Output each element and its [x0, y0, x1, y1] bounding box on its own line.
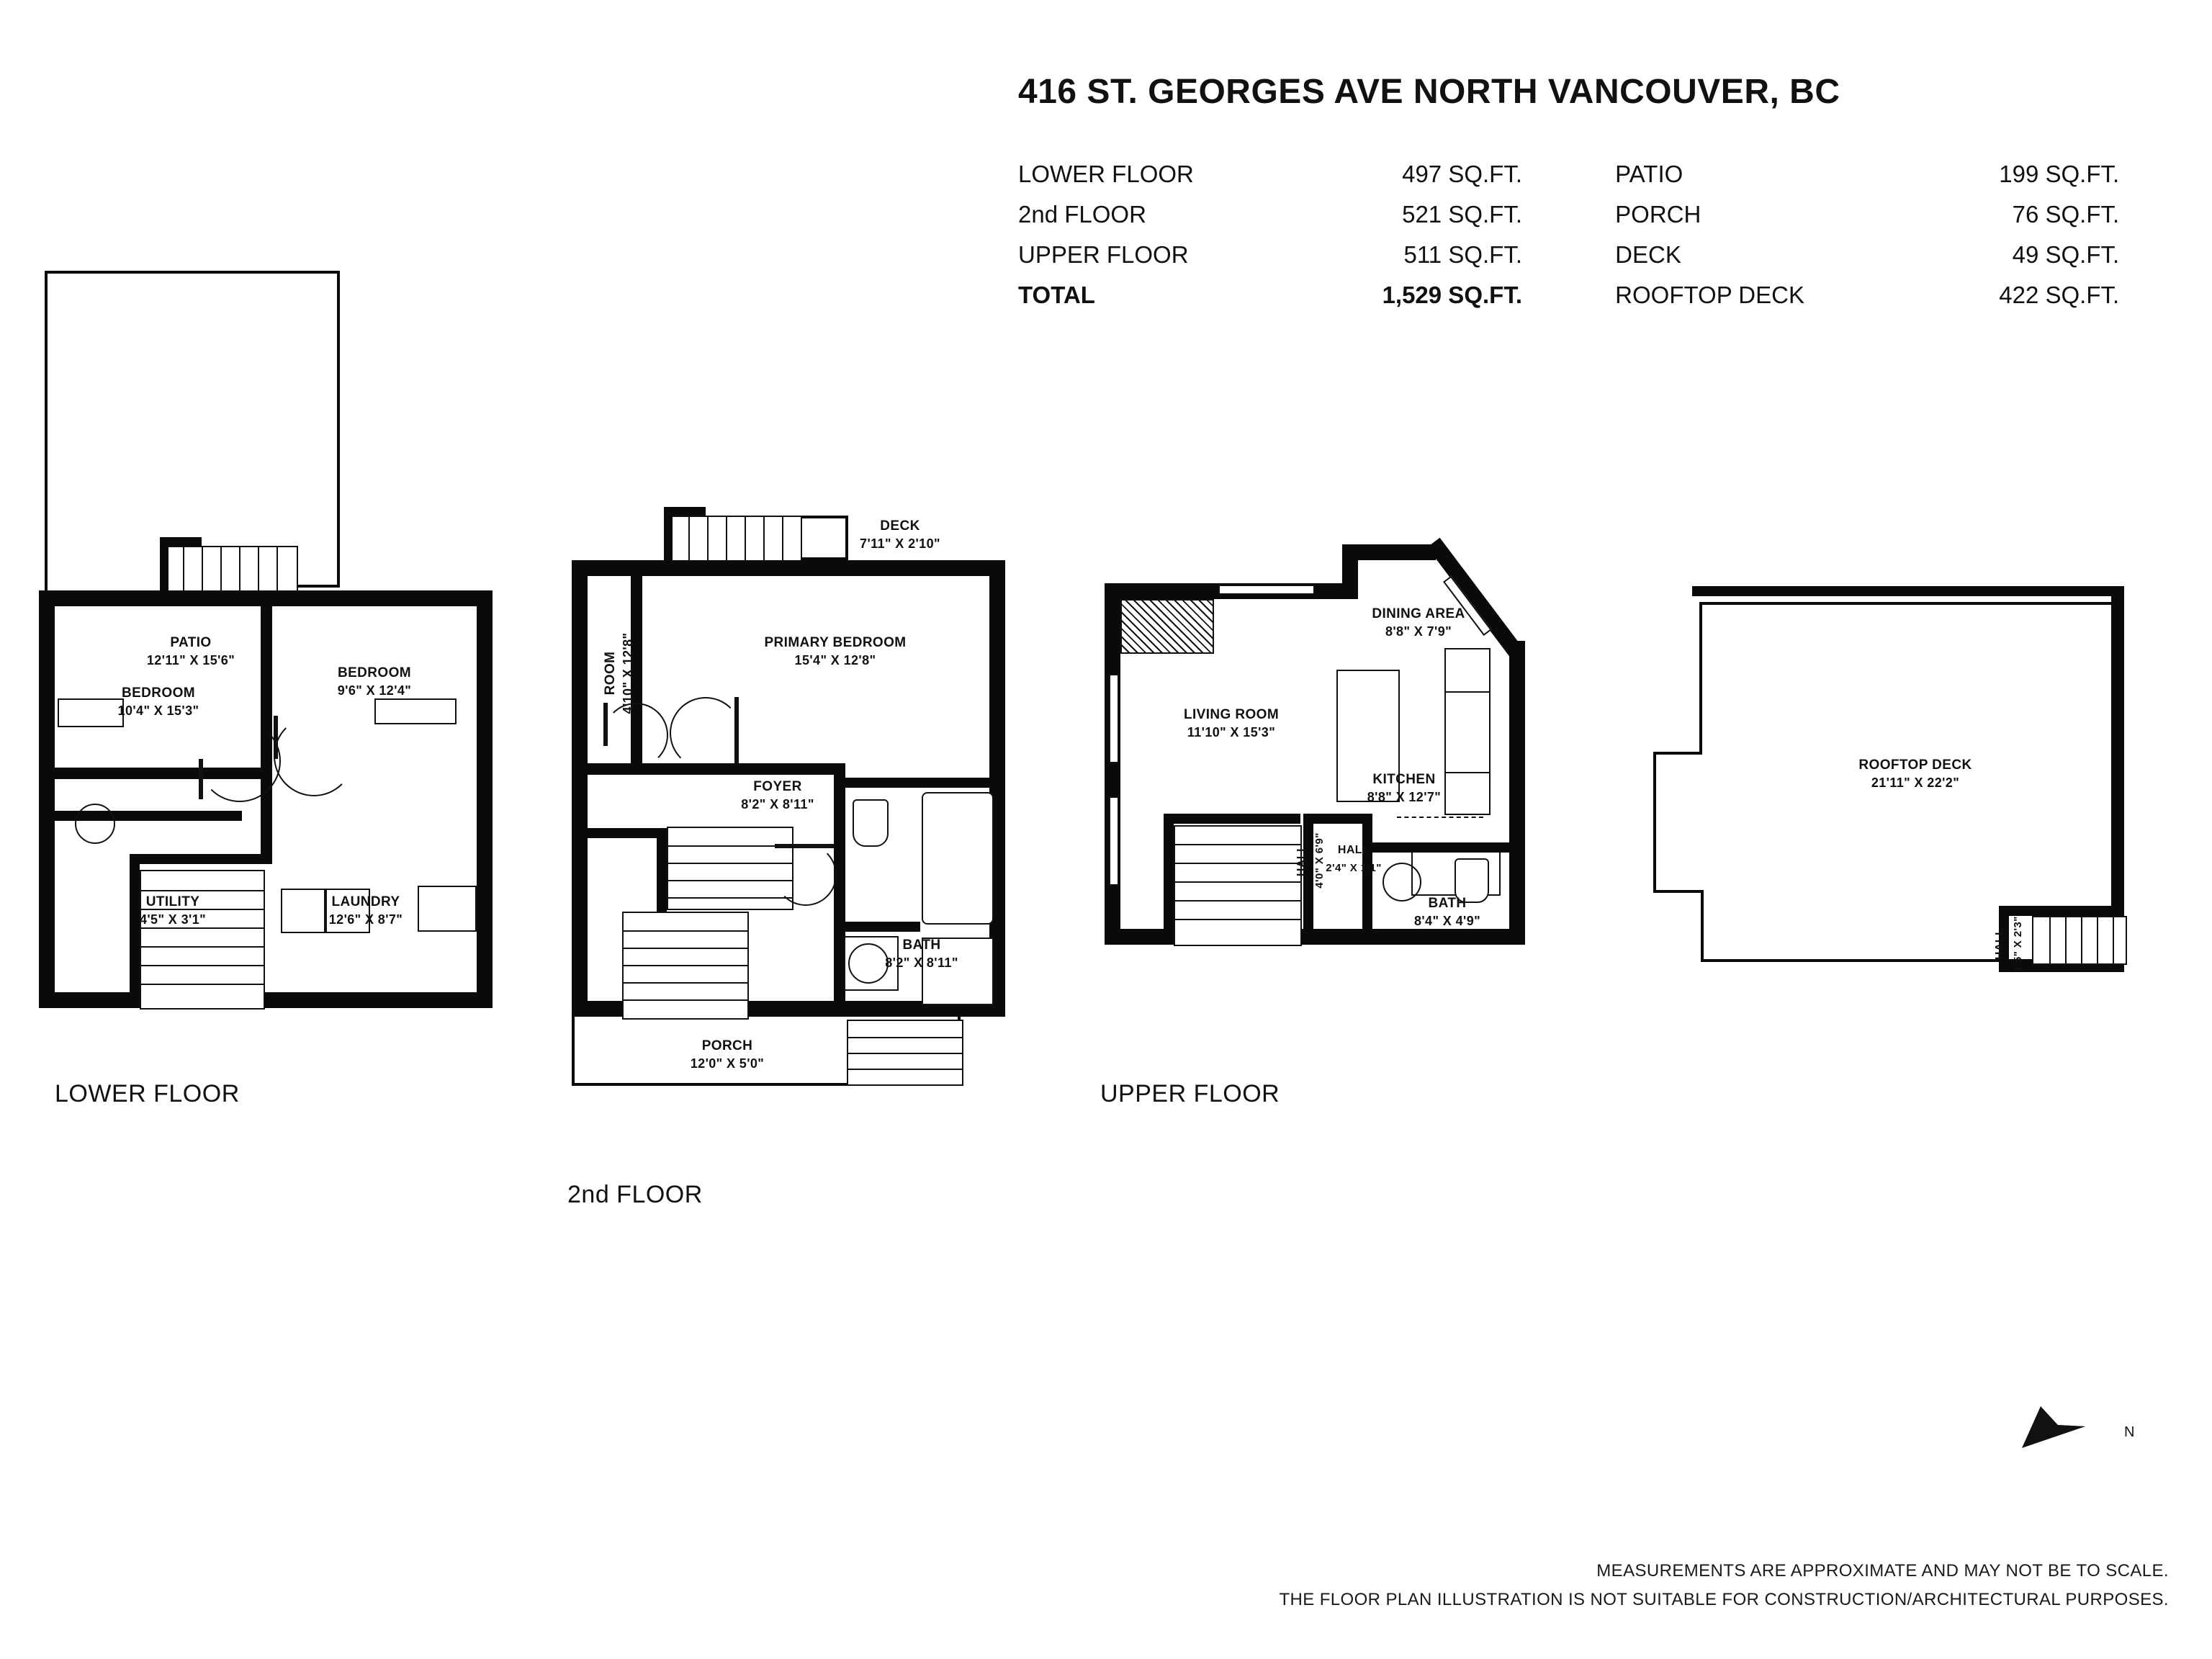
- second-wall-left: [572, 560, 588, 1017]
- lower-interior-stair: [140, 870, 265, 1010]
- area-row: [1615, 275, 2134, 315]
- footer-line-1: MEASUREMENTS ARE APPROXIMATE AND MAY NOT BE TO SCALE.: [1596, 1561, 2169, 1581]
- lower-door-arc-1: [199, 720, 281, 802]
- lower-wall-right: [477, 590, 493, 1008]
- patio-outline-right: [337, 271, 340, 588]
- lower-door-leaf-2: [274, 716, 278, 759]
- room-label-bedroom-2: BEDROOM 9'6" X 12'4": [337, 665, 412, 698]
- room-label-porch: PORCH 12'0" X 5'0": [690, 1038, 765, 1071]
- second-door-leaf-2: [734, 697, 739, 763]
- area-summary: [1018, 154, 2156, 315]
- upper-window-left-1: [1109, 674, 1119, 763]
- page-title: 416 ST. GEORGES AVE NORTH VANCOUVER, BC: [1018, 73, 1840, 111]
- area-row: [1018, 154, 1522, 194]
- lower-partition-stair-side: [130, 854, 140, 1008]
- area-label: PORCH: [1615, 201, 1701, 228]
- second-floor-plan: [562, 490, 1044, 1174]
- area-value: 49 SQ.FT.: [2012, 241, 2120, 268]
- upper-window-top: [1218, 585, 1315, 595]
- lower-floor-plan: [29, 259, 504, 1087]
- area-label: 2nd FLOOR: [1018, 201, 1146, 228]
- upper-stair-wall: [1164, 814, 1174, 943]
- area-summary-left: [1018, 154, 1522, 315]
- second-tub: [922, 792, 994, 925]
- room-label-bath-upper: BATH 8'4" X 4'9": [1413, 896, 1481, 928]
- north-arrow-icon: [2016, 1401, 2117, 1458]
- rooftop-deck-plan: [1627, 569, 2146, 1030]
- lower-partition-laundry-2: [130, 854, 272, 864]
- upper-interior-stair: [1174, 825, 1302, 946]
- room-label-hall-upper: HALL 4'0" X 6'9": [1295, 832, 1326, 889]
- room-label-primary-bedroom: PRIMARY BEDROOM 15'4" X 12'8": [764, 635, 907, 667]
- area-label: DECK: [1615, 241, 1681, 268]
- lower-exterior-stair: [166, 546, 298, 595]
- rooftop-edge-step-h2: [1653, 890, 1704, 893]
- lower-wall-bottom: [39, 992, 493, 1008]
- second-door-arc-2: [670, 697, 742, 769]
- area-row: [1615, 194, 2134, 235]
- room-label-laundry: LAUNDRY 12'6" X 8'7": [328, 894, 403, 927]
- upper-floor-caption: UPPER FLOOR: [1100, 1080, 1280, 1107]
- porch-stair: [847, 1020, 963, 1086]
- second-door-arc-bath: [775, 844, 837, 906]
- upper-stair-wall-top: [1164, 814, 1300, 824]
- room-label-foyer: FOYER 8'2" X 8'11": [741, 779, 814, 811]
- upper-wall-bay-left: [1342, 544, 1358, 599]
- area-value: 422 SQ.FT.: [1999, 282, 2120, 308]
- room-label-rooftop-hall: HALL 1'5" X 2'3": [1994, 916, 2024, 972]
- patio-outline-top: [45, 271, 340, 274]
- second-interior-stair-down: [622, 912, 749, 1020]
- room-label-hall-small: HALL 2'4" X 1'1": [1326, 844, 1382, 874]
- patio-outline-bottom-right: [295, 585, 340, 588]
- second-exterior-stair: [670, 516, 802, 565]
- room-label-room: ROOM 4'10" X 12'8": [603, 632, 635, 714]
- room-label-patio: PATIO 12'11" X 15'6": [146, 635, 235, 667]
- rooftop-edge-left-upper: [1699, 602, 1702, 755]
- area-value: 521 SQ.FT.: [1402, 201, 1522, 228]
- second-partition-foyer-low: [572, 828, 665, 838]
- second-interior-stair-up: [667, 827, 793, 910]
- upper-range: [1444, 648, 1491, 694]
- second-door-leaf-bath: [775, 844, 834, 848]
- room-label-deck-text: DECK 7'11" X 2'10": [860, 518, 940, 551]
- north-arrow-label: N: [2124, 1424, 2135, 1440]
- patio-outline-left: [45, 271, 48, 595]
- porch-outline-left: [572, 1017, 575, 1086]
- area-row-total: [1018, 275, 1522, 315]
- area-label: TOTAL: [1018, 282, 1095, 308]
- rooftop-edge-left-lower: [1653, 752, 1656, 893]
- room-label-bedroom-1: BEDROOM 10'4" X 15'3": [117, 685, 199, 718]
- footer-line-2: THE FLOOR PLAN ILLUSTRATION IS NOT SUITABLE FOR CONSTRUCTION/ARCHITECTURAL PURPOSES.: [1279, 1590, 2169, 1609]
- area-summary-right: [1615, 154, 2134, 315]
- lower-wall-left: [39, 590, 55, 1008]
- area-row: [1615, 235, 2134, 275]
- upper-floor-plan: [1094, 504, 1570, 1080]
- second-partition-bath-h: [834, 778, 1005, 788]
- upper-window-left-2: [1109, 796, 1119, 886]
- lower-bed-fixture: [374, 698, 457, 724]
- upper-wall-left: [1105, 583, 1120, 943]
- rooftop-edge-left-bottom: [1701, 890, 1704, 962]
- second-stair-stub-2: [664, 507, 673, 562]
- room-label-utility: UTILITY 4'5" X 3'1": [139, 894, 207, 927]
- upper-fireplace-hatch: [1120, 599, 1214, 654]
- lower-floor-caption: LOWER FLOOR: [55, 1080, 240, 1107]
- lower-door-leaf-1: [199, 759, 203, 799]
- rooftop-edge-top-inner: [1699, 602, 2111, 605]
- area-row: [1018, 194, 1522, 235]
- stair-stub-wall-2: [160, 537, 168, 592]
- room-label-rooftop-deck: ROOFTOP DECK 21'11" X 22'2": [1858, 757, 1972, 790]
- second-toilet: [853, 799, 889, 847]
- upper-dashed-line: [1397, 817, 1483, 818]
- rooftop-stair: [2032, 916, 2127, 965]
- upper-partition-bath: [1362, 814, 1372, 943]
- area-value: 1,529 SQ.FT.: [1382, 282, 1522, 308]
- area-label: PATIO: [1615, 161, 1683, 187]
- room-label-dining-area: DINING AREA 8'8" X 7'9": [1372, 606, 1465, 639]
- second-partition-wc: [834, 922, 920, 932]
- room-label-bath-second: BATH 8'2" X 8'11": [885, 938, 958, 970]
- lower-door-arc-2: [274, 716, 354, 796]
- room-label-living-room: LIVING ROOM 11'10" X 15'3": [1183, 707, 1280, 739]
- area-value: 497 SQ.FT.: [1402, 161, 1522, 187]
- upper-counter-right: [1444, 691, 1491, 773]
- area-row: [1615, 154, 2134, 194]
- area-label: LOWER FLOOR: [1018, 161, 1194, 187]
- rooftop-edge-step-h1: [1653, 752, 1702, 755]
- area-label: ROOFTOP DECK: [1615, 282, 1804, 308]
- area-value: 511 SQ.FT.: [1403, 241, 1522, 268]
- area-value: 76 SQ.FT.: [2012, 201, 2120, 228]
- rooftop-wall-top: [1692, 586, 2124, 596]
- area-label: UPPER FLOOR: [1018, 241, 1189, 268]
- second-floor-caption: 2nd FLOOR: [567, 1181, 703, 1208]
- lower-sink-arc: [75, 804, 115, 844]
- area-row: [1018, 235, 1522, 275]
- area-value: 199 SQ.FT.: [1999, 161, 2120, 187]
- room-label-kitchen: KITCHEN 8'8" X 12'7": [1367, 772, 1442, 804]
